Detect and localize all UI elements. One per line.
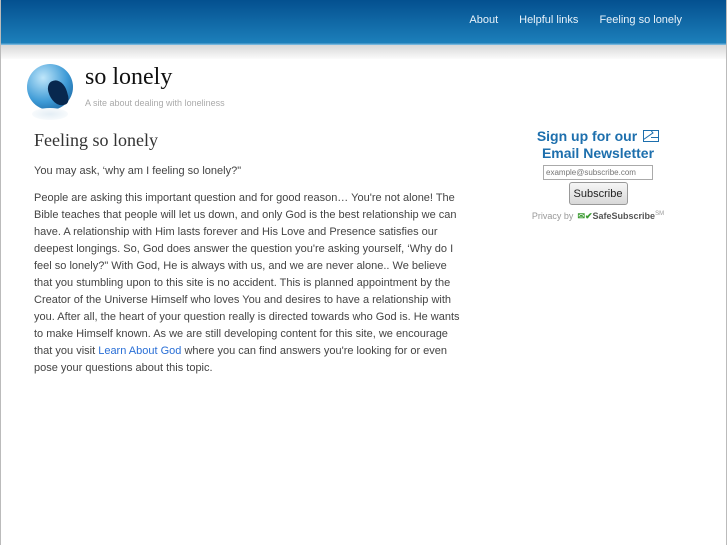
- safesubscribe-link[interactable]: SafeSubscribe: [592, 211, 656, 221]
- body-paragraph: [34, 190, 460, 377]
- nav-feeling-so-lonely[interactable]: Feeling so lonely: [599, 14, 682, 26]
- main-nav: [469, 14, 682, 26]
- top-bar: [1, 0, 726, 45]
- newsletter-title-line1: Sign up for our: [536, 128, 638, 144]
- body-text: People are asking this important question and for good reason… You're not alone! The Bible teaches that people will let us down, and only God is the best relationship we can have. A relationship with Him lasts forever and His Love and Presence satisfies our deepest longings. So, God does answer the question you're asking yourself, ‘Why do I feel so lonely?" With God, He is always with us, and we are never alone.. We believe that you stumbling upon to this site is no accident. This is planned appointment by the Creator of the Universe Himself who loves You and desires to have a relationship with you. After all, the heart of your question really is directed towards who God is. He wants to make Himself known. As we are still developing content for this site, we encourage that you visit: [34, 192, 460, 357]
- intro-paragraph: You may ask, ‘why am I feeling so lonely?": [34, 165, 242, 177]
- privacy-label: Privacy by: [531, 211, 574, 221]
- header-shadow: [1, 45, 726, 59]
- email-input[interactable]: [543, 165, 653, 180]
- body-text-end: where you can find answers you're looking for or even pose your questions about this topic.: [34, 345, 448, 374]
- globe-logo-icon[interactable]: [27, 64, 73, 110]
- subscribe-button[interactable]: Subscribe: [569, 182, 628, 205]
- learn-about-god-link[interactable]: Learn About God: [98, 345, 182, 357]
- newsletter-signup: [520, 128, 676, 222]
- nav-helpful-links[interactable]: Helpful links: [519, 14, 579, 26]
- service-mark: SM: [655, 211, 665, 217]
- article-content: [34, 163, 460, 387]
- nav-about[interactable]: About: [469, 14, 499, 26]
- page-title: Feeling so lonely: [34, 130, 158, 150]
- site-tagline: A site about dealing with loneliness: [85, 98, 225, 108]
- logo-reflection: [32, 108, 68, 120]
- newsletter-title-line2: Email Newsletter: [541, 145, 655, 161]
- checkmark-envelope-icon: ✉✔: [577, 211, 593, 221]
- newsletter-title: [520, 128, 676, 162]
- envelope-icon: [643, 130, 659, 142]
- site-title[interactable]: so lonely: [85, 64, 173, 90]
- privacy-note: [520, 211, 676, 222]
